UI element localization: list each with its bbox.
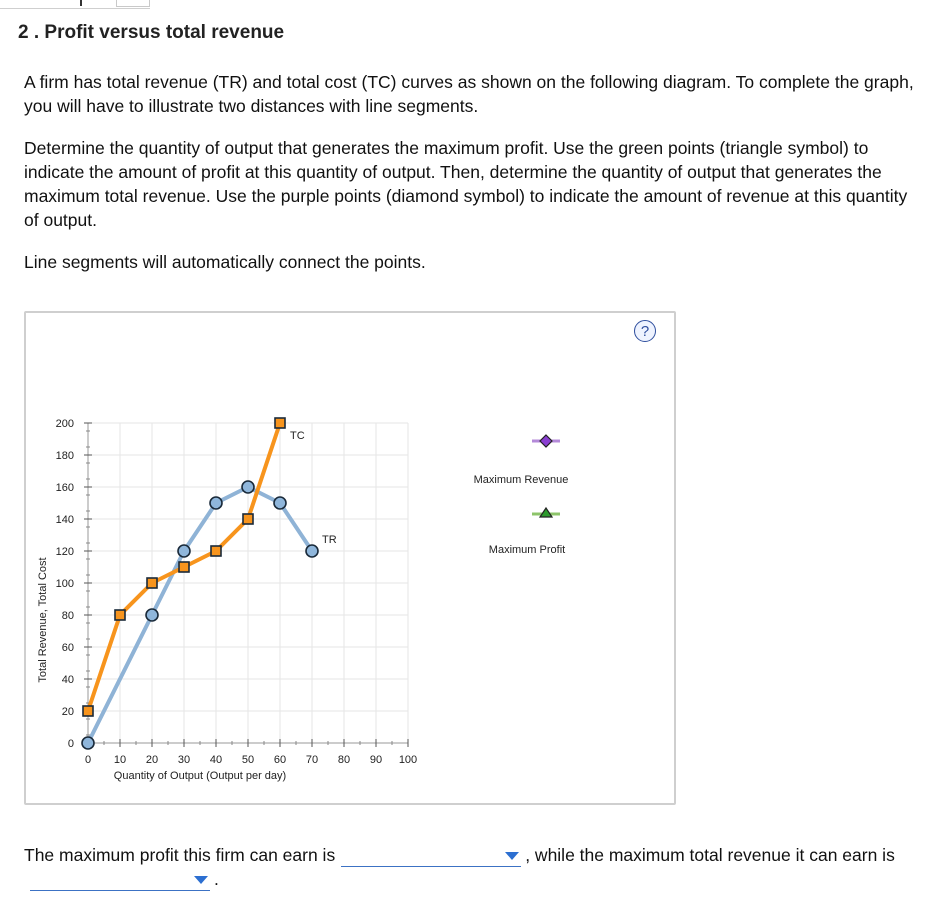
tr-point[interactable] <box>178 545 190 557</box>
x-tick-label-0: 0 <box>84 754 92 766</box>
x-tick-label-30: 30 <box>177 754 191 766</box>
tr-point[interactable] <box>82 737 94 749</box>
y-tick-label-120: 120 <box>55 546 74 558</box>
tr-point[interactable] <box>210 497 222 509</box>
help-button[interactable]: ? <box>634 320 656 342</box>
tr-point[interactable] <box>306 545 318 557</box>
tc-point[interactable] <box>115 610 125 620</box>
answer-text-1: The maximum profit this firm can earn is <box>24 845 336 865</box>
y-tick-label-100: 100 <box>55 578 74 590</box>
tc-point[interactable] <box>83 706 93 716</box>
max-profit-legend-label: Maximum Profit <box>488 544 566 556</box>
max-revenue-dropdown[interactable] <box>30 868 210 891</box>
y-tick-label-80: 80 <box>61 610 74 622</box>
tc-point[interactable] <box>179 562 189 572</box>
tr-point[interactable] <box>274 497 286 509</box>
question-title: 2 . Profit versus total revenue <box>18 22 285 43</box>
x-tick-label-70: 70 <box>305 754 319 766</box>
tr-point[interactable] <box>242 481 254 493</box>
x-tick-label-50: 50 <box>241 754 255 766</box>
chart-legend[interactable] <box>474 435 569 556</box>
answer-text-3: . <box>214 869 219 889</box>
y-tick-label-160: 160 <box>55 482 74 494</box>
y-tick-label-20: 20 <box>61 706 74 718</box>
tr-curve-label: TR <box>322 534 337 546</box>
y-tick-label-180: 180 <box>55 450 74 462</box>
answer-sentence <box>24 843 934 891</box>
answer-text-2: , while the maximum total revenue it can earn is <box>525 845 895 865</box>
question-paragraph-1: A firm has total revenue (TR) and total cost (TC) curves as shown on the following diagram. To complete the graph, you will have to illustrate two distances with line segments. <box>24 72 914 116</box>
tc-point[interactable] <box>275 418 285 428</box>
y-tick-label-0: 0 <box>67 738 74 750</box>
chart-grid <box>88 423 408 743</box>
chevron-down-icon <box>194 876 208 884</box>
tc-curve-label: TC <box>290 430 305 442</box>
x-tick-label-60: 60 <box>273 754 287 766</box>
x-tick-label-40: 40 <box>209 754 223 766</box>
tc-point[interactable] <box>243 514 253 524</box>
diamond-icon[interactable] <box>540 435 552 447</box>
x-axis-label: Quantity of Output (Output per day) <box>113 770 287 782</box>
x-tick-label-90: 90 <box>369 754 383 766</box>
chevron-down-icon <box>505 852 519 860</box>
y-tick-label-40: 40 <box>61 674 74 686</box>
max-revenue-legend-label: Maximum Revenue <box>473 474 569 486</box>
x-tick-label-100: 100 <box>398 754 418 766</box>
x-tick-label-10: 10 <box>113 754 127 766</box>
y-tick-label-60: 60 <box>61 642 74 654</box>
y-tick-label-200: 200 <box>55 418 74 430</box>
question-paragraph-2: Determine the quantity of output that generates the maximum profit. Use the green points (triangle symbol) to indicate the amount of profit at this quantity of output. Then, determine the quantity of output that generates the maximum total revenue. Use the purple points (diamond symbol) to indicate the amount of revenue at this quantity of output. <box>24 138 908 230</box>
question-paragraph-3: Line segments will automatically connect the points. <box>24 252 426 272</box>
tc-point[interactable] <box>211 546 221 556</box>
tr-point[interactable] <box>146 609 158 621</box>
max-profit-dropdown[interactable] <box>341 844 521 867</box>
x-tick-label-20: 20 <box>145 754 159 766</box>
y-tick-label-140: 140 <box>55 514 74 526</box>
x-tick-label-80: 80 <box>337 754 351 766</box>
y-axis-label: Total Revenue, Total Cost <box>37 557 49 683</box>
tc-point[interactable] <box>147 578 157 588</box>
